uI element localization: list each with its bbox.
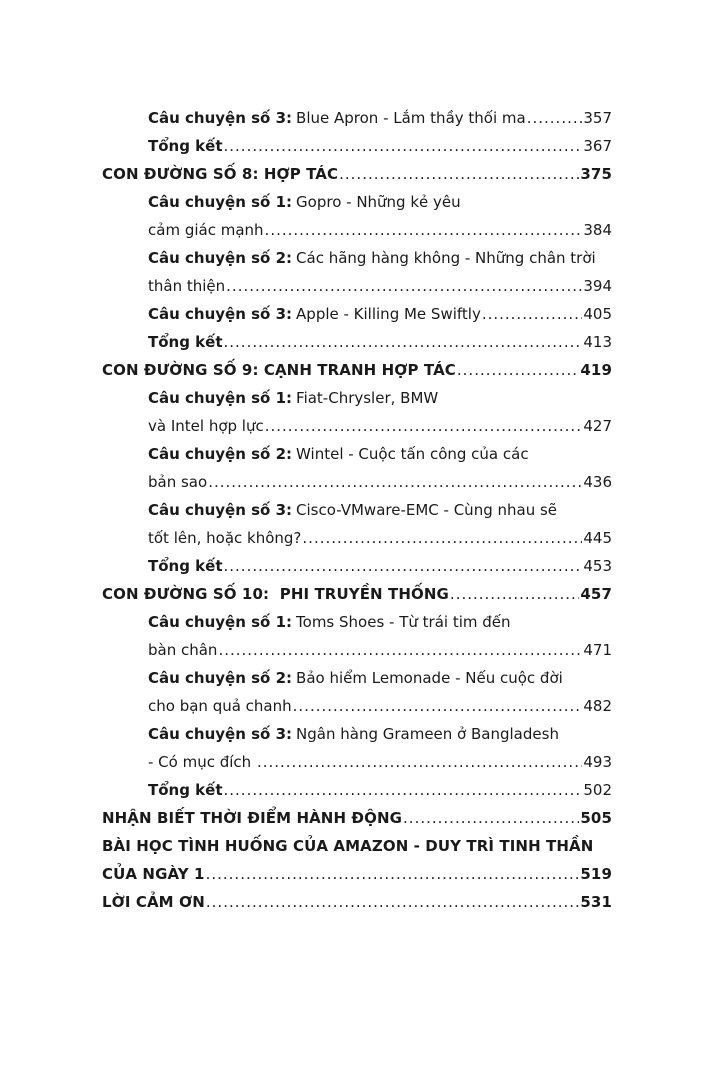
page-number: 502 xyxy=(583,781,612,799)
summary-label: Tổng kết xyxy=(148,557,223,575)
entry-title-continued: và Intel hợp lực xyxy=(148,417,264,435)
dot-leader xyxy=(224,776,583,804)
story-label: Câu chuyện số 3: xyxy=(148,725,293,743)
page-number: 367 xyxy=(583,137,612,155)
toc-entry-summary xyxy=(102,552,612,580)
entry-title: Fiat-Chrysler, BMW xyxy=(296,389,439,407)
toc-entry xyxy=(102,440,612,468)
dot-leader xyxy=(265,216,583,244)
page-number: 482 xyxy=(583,697,612,715)
page-number: 453 xyxy=(583,557,612,575)
page-number: 375 xyxy=(580,165,612,183)
story-label: Câu chuyện số 3: xyxy=(148,109,293,127)
dot-leader xyxy=(265,412,583,440)
entry-title: Cisco-VMware-EMC - Cùng nhau sẽ xyxy=(296,501,558,519)
toc-entry xyxy=(102,244,612,272)
dot-leader xyxy=(224,552,583,580)
dot-leader xyxy=(527,104,583,132)
toc-entry xyxy=(102,300,612,328)
dot-leader xyxy=(293,692,583,720)
toc-part-heading xyxy=(102,160,612,188)
toc-entry-continuation xyxy=(102,412,612,440)
page-number: 427 xyxy=(583,417,612,435)
entry-title-continued: thân thiện xyxy=(148,277,226,295)
dot-leader xyxy=(208,468,582,496)
dot-leader xyxy=(224,328,583,356)
dot-leader xyxy=(206,888,579,916)
part-title: CON ĐƯỜNG SỐ 9: CẠNH TRANH HỢP TÁC xyxy=(102,361,456,379)
dot-leader xyxy=(218,636,582,664)
toc-part-heading xyxy=(102,580,612,608)
entry-title: Toms Shoes - Từ trái tim đến xyxy=(296,613,511,631)
toc-entry-continuation xyxy=(102,692,612,720)
part-title: CON ĐƯỜNG SỐ 10: PHI TRUYỀN THỐNG xyxy=(102,585,449,603)
entry-title-continued: bản sao xyxy=(148,473,208,491)
toc-entry-continuation xyxy=(102,216,612,244)
page-number: 445 xyxy=(583,529,612,547)
entry-title-continued: bàn chân xyxy=(148,641,218,659)
toc-entry xyxy=(102,608,612,636)
story-label: Câu chuyện số 1: xyxy=(148,389,293,407)
page-number: 493 xyxy=(583,753,612,771)
page-number: 394 xyxy=(583,277,612,295)
page-number: 471 xyxy=(583,641,612,659)
part-title: CON ĐƯỜNG SỐ 8: HỢP TÁC xyxy=(102,165,339,183)
entry-title-continued: cho bạn quả chanh xyxy=(148,697,292,715)
entry-title: Blue Apron - Lắm thầy thối ma xyxy=(296,109,526,127)
page-number: 505 xyxy=(580,809,612,827)
toc-entry-continuation xyxy=(102,524,612,552)
toc-entry-summary xyxy=(102,328,612,356)
entry-title-continued: - Có mục đích xyxy=(148,753,256,771)
entry-title-continued: cảm giác mạnh xyxy=(148,221,264,239)
page-number: 519 xyxy=(580,865,612,883)
part-title: NHẬN BIẾT THỜI ĐIỂM HÀNH ĐỘNG xyxy=(102,809,403,827)
story-label: Câu chuyện số 1: xyxy=(148,613,293,631)
table-of-contents xyxy=(102,104,612,916)
toc-part-heading xyxy=(102,356,612,384)
toc-entry-continuation xyxy=(102,468,612,496)
story-label: Câu chuyện số 2: xyxy=(148,249,293,267)
dot-leader xyxy=(257,748,582,776)
summary-label: Tổng kết xyxy=(148,137,223,155)
entry-title: Bảo hiểm Lemonade - Nếu cuộc đời xyxy=(296,669,563,687)
toc-entry-continuation xyxy=(102,748,612,776)
page-number: 531 xyxy=(580,893,612,911)
dot-leader xyxy=(224,132,583,160)
page-number: 436 xyxy=(583,473,612,491)
toc-entry xyxy=(102,496,612,524)
page-number: 405 xyxy=(583,305,612,323)
story-label: Câu chuyện số 3: xyxy=(148,501,293,519)
toc-part-heading-continuation xyxy=(102,860,612,888)
toc-entry xyxy=(102,384,612,412)
dot-leader xyxy=(450,580,579,608)
page-number: 419 xyxy=(580,361,612,379)
toc-entry xyxy=(102,664,612,692)
dot-leader xyxy=(403,804,579,832)
dot-leader xyxy=(457,356,579,384)
toc-entry-continuation xyxy=(102,636,612,664)
toc-entry xyxy=(102,188,612,216)
toc-part-heading xyxy=(102,804,612,832)
toc-part-heading xyxy=(102,832,612,860)
dot-leader xyxy=(339,160,579,188)
toc-part-heading xyxy=(102,888,612,916)
story-label: Câu chuyện số 2: xyxy=(148,669,293,687)
dot-leader xyxy=(482,300,583,328)
summary-label: Tổng kết xyxy=(148,333,223,351)
toc-entry-continuation xyxy=(102,272,612,300)
dot-leader xyxy=(302,524,582,552)
dot-leader xyxy=(226,272,582,300)
toc-entry-summary xyxy=(102,132,612,160)
toc-entry xyxy=(102,720,612,748)
part-title: BÀI HỌC TÌNH HUỐNG CỦA AMAZON - DUY TRÌ TINH THẦN xyxy=(102,837,594,855)
story-label: Câu chuyện số 2: xyxy=(148,445,293,463)
entry-title: Wintel - Cuộc tấn công của các xyxy=(296,445,529,463)
entry-title: Các hãng hàng không - Những chân trời xyxy=(296,249,596,267)
page-number: 413 xyxy=(583,333,612,351)
part-title-continued: CỦA NGÀY 1 xyxy=(102,865,205,883)
toc-entry-summary xyxy=(102,776,612,804)
page-number: 357 xyxy=(583,109,612,127)
summary-label: Tổng kết xyxy=(148,781,223,799)
story-label: Câu chuyện số 1: xyxy=(148,193,293,211)
page-number: 457 xyxy=(580,585,612,603)
entry-title: Apple - Killing Me Swiftly xyxy=(296,305,481,323)
toc-entry xyxy=(102,104,612,132)
part-title: LỜI CẢM ƠN xyxy=(102,893,205,911)
entry-title: Gopro - Những kẻ yêu xyxy=(296,193,461,211)
story-label: Câu chuyện số 3: xyxy=(148,305,293,323)
entry-title: Ngân hàng Grameen ở Bangladesh xyxy=(296,725,559,743)
entry-title-continued: tốt lên, hoặc không? xyxy=(148,529,302,547)
page-number: 384 xyxy=(583,221,612,239)
dot-leader xyxy=(206,860,580,888)
